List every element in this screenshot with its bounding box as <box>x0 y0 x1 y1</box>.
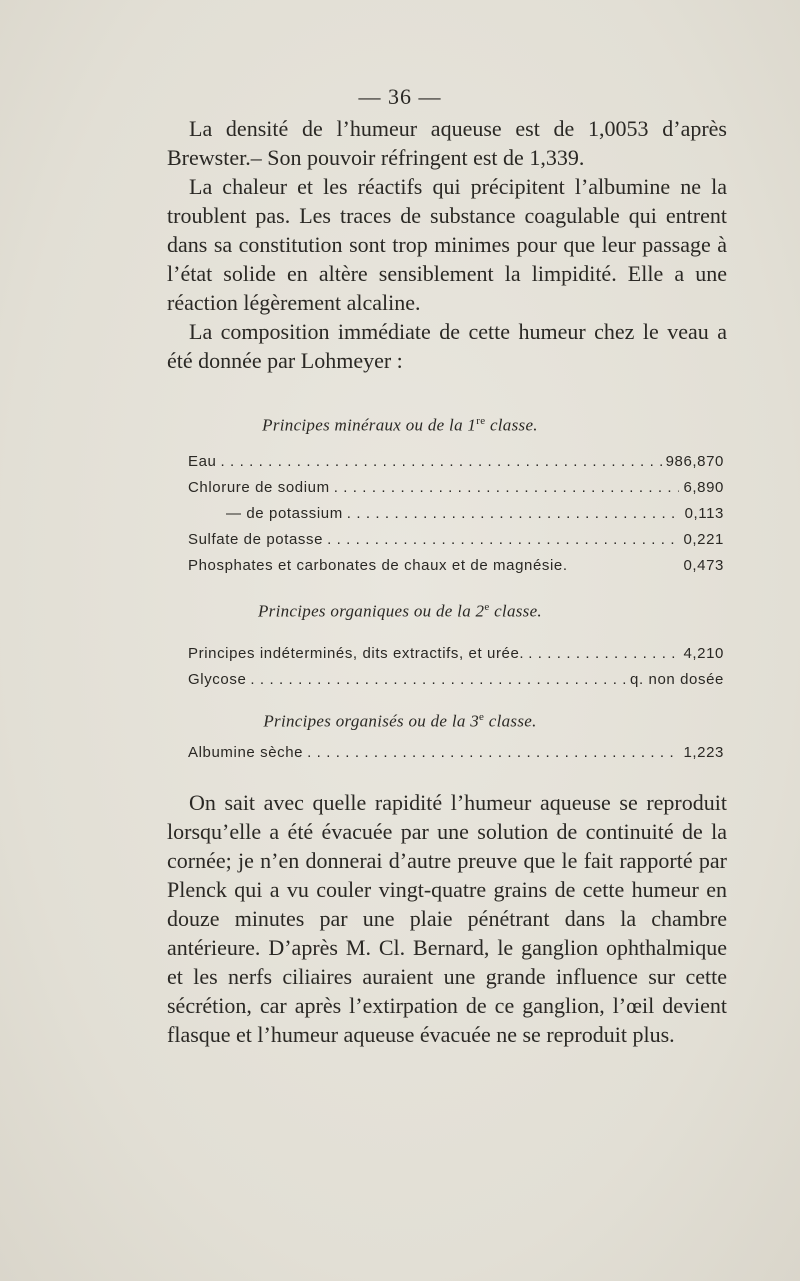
table-row: Principes indéterminés, dits extractifs, et urée. . . . 4,210 <box>188 645 724 669</box>
intro-text <box>167 114 727 375</box>
table-row: Eau . . . 986,870 <box>188 453 724 477</box>
paragraph: La composition immédiate de cette humeur chez le veau a été donnée par Lohmeyer : <box>167 319 727 373</box>
paragraph: On sait avec quelle rapidité l’humeur aqueuse se reproduit lorsqu’elle a été évacuée par une solution de continuité de la cornée; je n’en donnerai d’autre preuve que le fait rapporté par Plenck qui a vu couler vingt-quatre grains de cette humeur en douze minutes par une plaie pénétrant dans la chambre antérieure. D’après M. Cl. Bernard, le ganglion ophthalmique et les nerfs ciliaires auraient une grande influence sur cette sécrétion, car après l’extirpation de ce ganglion, l’œil devient flasque et l’humeur aqueuse évacuée ne se reproduit plus. <box>167 790 727 1047</box>
table-heading-2: Principes organiques ou de la 2e classe. <box>258 601 542 621</box>
page-number: — 36 — <box>358 84 442 109</box>
table-row: Phosphates et carbonates de chaux et de magnésie. 0,473 <box>188 557 724 574</box>
table-row: Glycose . . . q. non dosée <box>188 671 724 695</box>
table-row: Sulfate de potasse . . . 0,221 <box>188 531 724 555</box>
table-row: — de potassium . . . 0,113 <box>188 505 724 529</box>
table-heading-3: Principes organisés ou de la 3e classe. <box>263 711 537 731</box>
closing-text <box>167 788 727 1049</box>
table-row: Albumine sèche . . . 1,223 <box>188 744 724 768</box>
table-heading-1: Principes minéraux ou de la 1re classe. <box>262 415 538 435</box>
paragraph: La chaleur et les réactifs qui précipitent l’albumine ne la troublent pas. Les traces de substance coagulable qui entrent dans sa constitution sont trop minimes pour que leur passage à l’état solide en altère sensiblement la limpidité. Elle a une réaction légèrement alcaline. <box>167 174 727 315</box>
table-row: Chlorure de sodium . . . 6,890 <box>188 479 724 503</box>
paragraph: La densité de l’humeur aqueuse est de 1,0053 d’après Brewster.– Son pouvoir réfringent est de 1,339. <box>167 116 727 170</box>
